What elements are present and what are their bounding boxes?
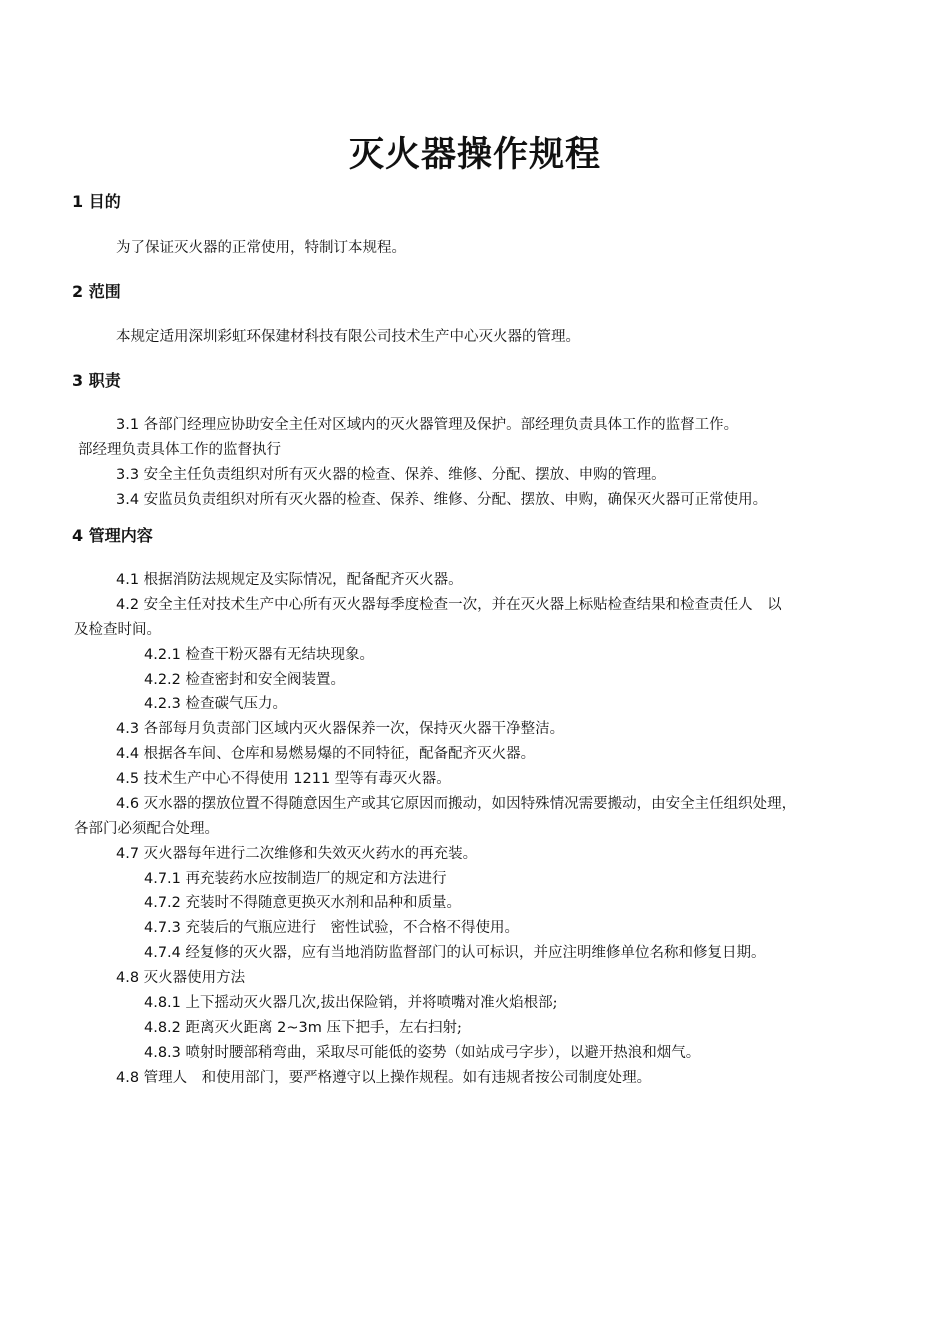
item-3-4: 3.4 安监员负责组织对所有灭火器的检查、保养、维修、分配、摆放、申购，确保灭火器可正常使用。 (116, 492, 768, 508)
item-4-6-continuation: 各部门必须配合处理。 (74, 821, 219, 837)
item-4-7-1: 4.7.1 再充装药水应按制造厂的规定和方法进行 (144, 871, 447, 887)
item-4-2-continuation: 及检查时间。 (74, 622, 161, 638)
purpose-text: 为了保证灭火器的正常使用，特制订本规程。 (116, 240, 406, 256)
item-4-8: 4.8 灭火器使用方法 (116, 970, 246, 986)
item-4-7: 4.7 灭火器每年进行二次维修和失效灭火药水的再充装。 (116, 846, 478, 862)
item-4-2-1: 4.2.1 检查干粉灭器有无结块现象。 (144, 647, 375, 663)
item-4-2-3: 4.2.3 检查碳气压力。 (144, 696, 288, 712)
item-4-6: 4.6 灭水器的摆放位置不得随意因生产或其它原因而搬动，如因特殊情况需要搬动，由安全主任组织处理， (116, 796, 797, 812)
item-4-4: 4.4 根据各车间、仓库和易燃易爆的不同特征，配备配齐灭火器。 (116, 746, 536, 762)
item-3-2: 部经理负责具体工作的监督执行 (78, 442, 281, 458)
section-heading-management: 4 管理内容 (72, 526, 153, 545)
item-4-1: 4.1 根据消防法规规定及实际情况，配备配齐灭火器。 (116, 572, 463, 588)
section-heading-scope: 2 范围 (72, 282, 121, 301)
item-4-8-2: 4.8.2 距离灭火距离 2~3m 压下把手，左右扫射; (144, 1020, 462, 1036)
item-3-1: 3.1 各部门经理应协助安全主任对区域内的灭火器管理及保护。部经理负责具体工作的监督工作。 (116, 417, 739, 433)
scope-text: 本规定适用深圳彩虹环保建材科技有限公司技术生产中心灭火器的管理。 (116, 329, 580, 345)
item-4-8-1: 4.8.1 上下摇动灭火器几次,拔出保险销，并将喷嘴对准火焰根部; (144, 995, 558, 1011)
item-4-2-2: 4.2.2 检查密封和安全阀装置。 (144, 672, 346, 688)
item-4-7-2: 4.7.2 充装时不得随意更换灭水剂和品种和质量。 (144, 895, 462, 911)
document-title: 灭火器操作规程 (348, 135, 601, 175)
section-heading-purpose: 1 目的 (72, 192, 121, 211)
item-4-8-3: 4.8.3 喷射时腰部稍弯曲，采取尽可能低的姿势（如站成弓字步），以避开热浪和烟气。 (144, 1045, 701, 1061)
section-heading-responsibilities: 3 职责 (72, 371, 121, 390)
item-4-5: 4.5 技术生产中心不得使用 1211 型等有毒灭火器。 (116, 771, 451, 787)
item-3-3: 3.3 安全主任负责组织对所有灭火器的检查、保养、维修、分配、摆放、申购的管理。 (116, 467, 666, 483)
item-4-7-4: 4.7.4 经复修的灭火器，应有当地消防监督部门的认可标识，并应注明维修单位名称和修复日期。 (144, 945, 766, 961)
item-4-7-3: 4.7.3 充装后的气瓶应进行 密性试验，不合格不得使用。 (144, 920, 520, 936)
item-4-2: 4.2 安全主任对技术生产中心所有灭火器每季度检查一次，并在灭火器上标贴检查结果和检查责任人 以 (116, 597, 782, 613)
item-4-3: 4.3 各部每月负责部门区域内灭火器保养一次，保持灭火器干净整洁。 (116, 721, 565, 737)
item-4-9: 4.8 管理人 和使用部门，要严格遵守以上操作规程。如有违规者按公司制度处理。 (116, 1070, 652, 1086)
